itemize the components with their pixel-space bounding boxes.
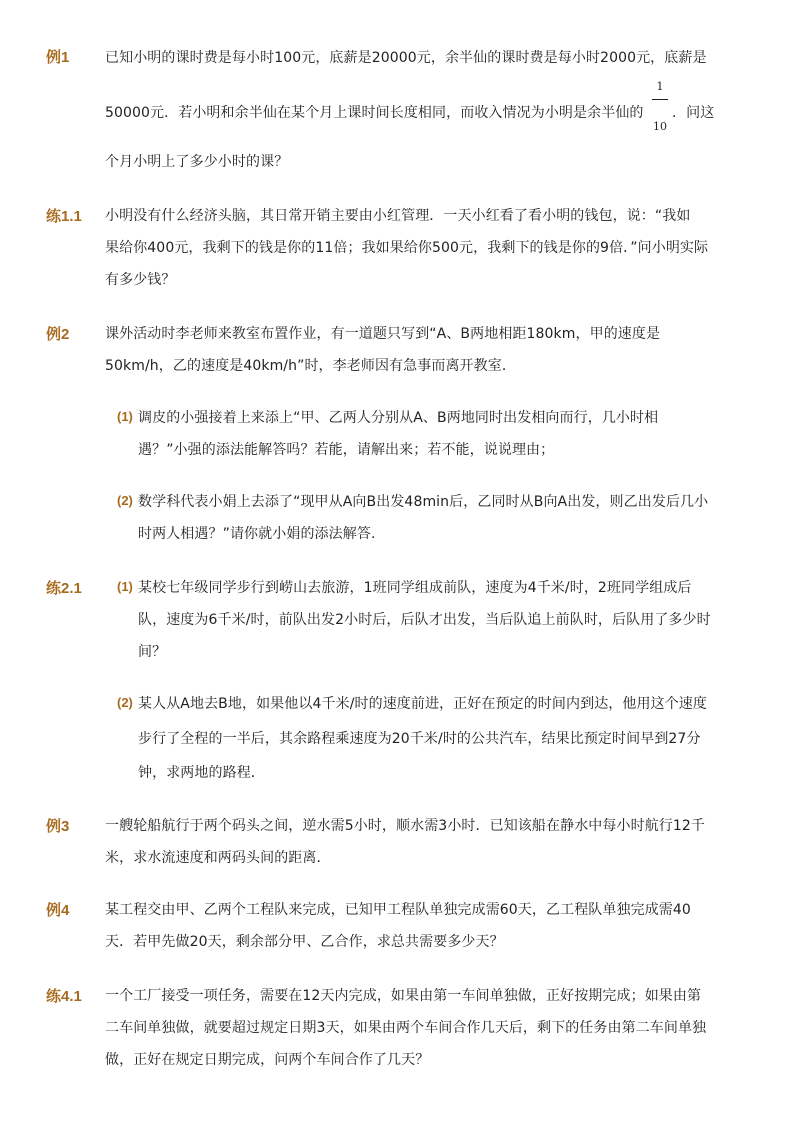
problem-text-line: ．问这: [672, 105, 715, 121]
problem-text-line: 有多少钱？: [105, 272, 176, 288]
problem-text-line: 钟，求两地的路程．: [138, 765, 265, 781]
problem-text-line: 队，速度为6千米/时，前队出发2小时后，后队才出发，当后队追上前队时，后队用了多少时: [138, 612, 711, 628]
subquestion-number: (1): [117, 409, 133, 424]
subquestion-number: (1): [117, 579, 133, 594]
problem-text-line: 某工程交由甲、乙两个工程队来完成，已知甲工程队单独完成需60天，乙工程队单独完成需40: [105, 902, 691, 918]
problem-label: 例2: [46, 326, 70, 343]
problem-text-line: 个月小明上了多少小时的课？: [105, 154, 289, 170]
problem-label: 练4.1: [46, 988, 82, 1005]
fraction-bar: [652, 99, 668, 100]
problem-label: 练1.1: [46, 208, 82, 225]
fraction-numerator: 1: [656, 80, 664, 93]
problem-text-line: 小明没有什么经济头脑，其日常开销主要由小红管理．一天小红看了看小明的钱包，说：“我如: [105, 208, 691, 224]
problem-label: 例1: [46, 49, 70, 66]
problem-text-line: 果给你400元，我剩下的钱是你的11倍；我如果给你500元，我剩下的钱是你的9倍．”问小明实际: [105, 240, 709, 256]
problem-text-line: 天．若甲先做20天，剩余部分甲、乙合作，求总共需要多少天？: [105, 934, 504, 950]
problem-text-line: 步行了全程的一半后，其余路程乘速度为20千米/时的公共汽车，结果比预定时间早到27分: [138, 731, 701, 747]
problem-text-line: 做，正好在规定日期完成，问两个车间合作了几天？: [105, 1052, 430, 1068]
problem-text-line: 间？: [138, 644, 167, 660]
problem-text-line: 50000元．若小明和余半仙在某个月上课时间长度相同，而收入情况为小明是余半仙的: [105, 105, 644, 121]
problem-text-line: 某人从A地去B地，如果他以4千米/时的速度前进，正好在预定的时间内到达，他用这个速度: [138, 696, 708, 712]
problem-label: 例4: [46, 902, 70, 919]
problem-label: 例3: [46, 818, 70, 835]
problem-text-line: 一个工厂接受一项任务，需要在12天内完成，如果由第一车间单独做，正好按期完成；如果由第: [105, 988, 702, 1004]
subquestion-number: (2): [117, 493, 133, 508]
problem-text-line: 二车间单独做，就要超过规定日期3天，如果由两个车间合作几天后，剩下的任务由第二车间单独: [105, 1020, 707, 1036]
problem-text-line: 调皮的小强接着上来添上“甲、乙两人分别从A、B两地同时出发相向而行，几小时相: [138, 410, 659, 426]
subquestion-number: (2): [117, 695, 133, 710]
problem-text-line: 遇？”小强的添法能解答吗？若能，请解出来；若不能，说说理由；: [138, 442, 555, 458]
problem-text-line: 50km/h，乙的速度是40km/h”时，李老师因有急事而离开教室．: [105, 358, 516, 374]
problem-text-line: 米，求水流速度和两码头间的距离．: [105, 850, 331, 866]
problem-label: 练2.1: [46, 580, 82, 597]
problem-text-line: 某校七年级同学步行到崂山去旅游，1班同学组成前队，速度为4千米/时，2班同学组成后: [138, 580, 692, 596]
problem-text-line: 已知小明的课时费是每小时100元，底薪是20000元，余半仙的课时费是每小时2000元，底薪是: [105, 50, 707, 66]
problem-text-line: 数学科代表小娟上去添了“现甲从A向B出发48min后，乙同时从B向A出发，则乙出发后几小: [138, 494, 709, 510]
problem-text-line: 课外活动时李老师来教室布置作业，有一道题只写到“A、B两地相距180km，甲的速度是: [105, 326, 661, 342]
fraction-denominator: 10: [653, 120, 667, 133]
problem-text-line: 时两人相遇？”请你就小娟的添法解答.: [138, 526, 376, 542]
problem-text-line: 一艘轮船航行于两个码头之间，逆水需5小时，顺水需3小时．已知该船在静水中每小时航行12千: [105, 818, 706, 834]
